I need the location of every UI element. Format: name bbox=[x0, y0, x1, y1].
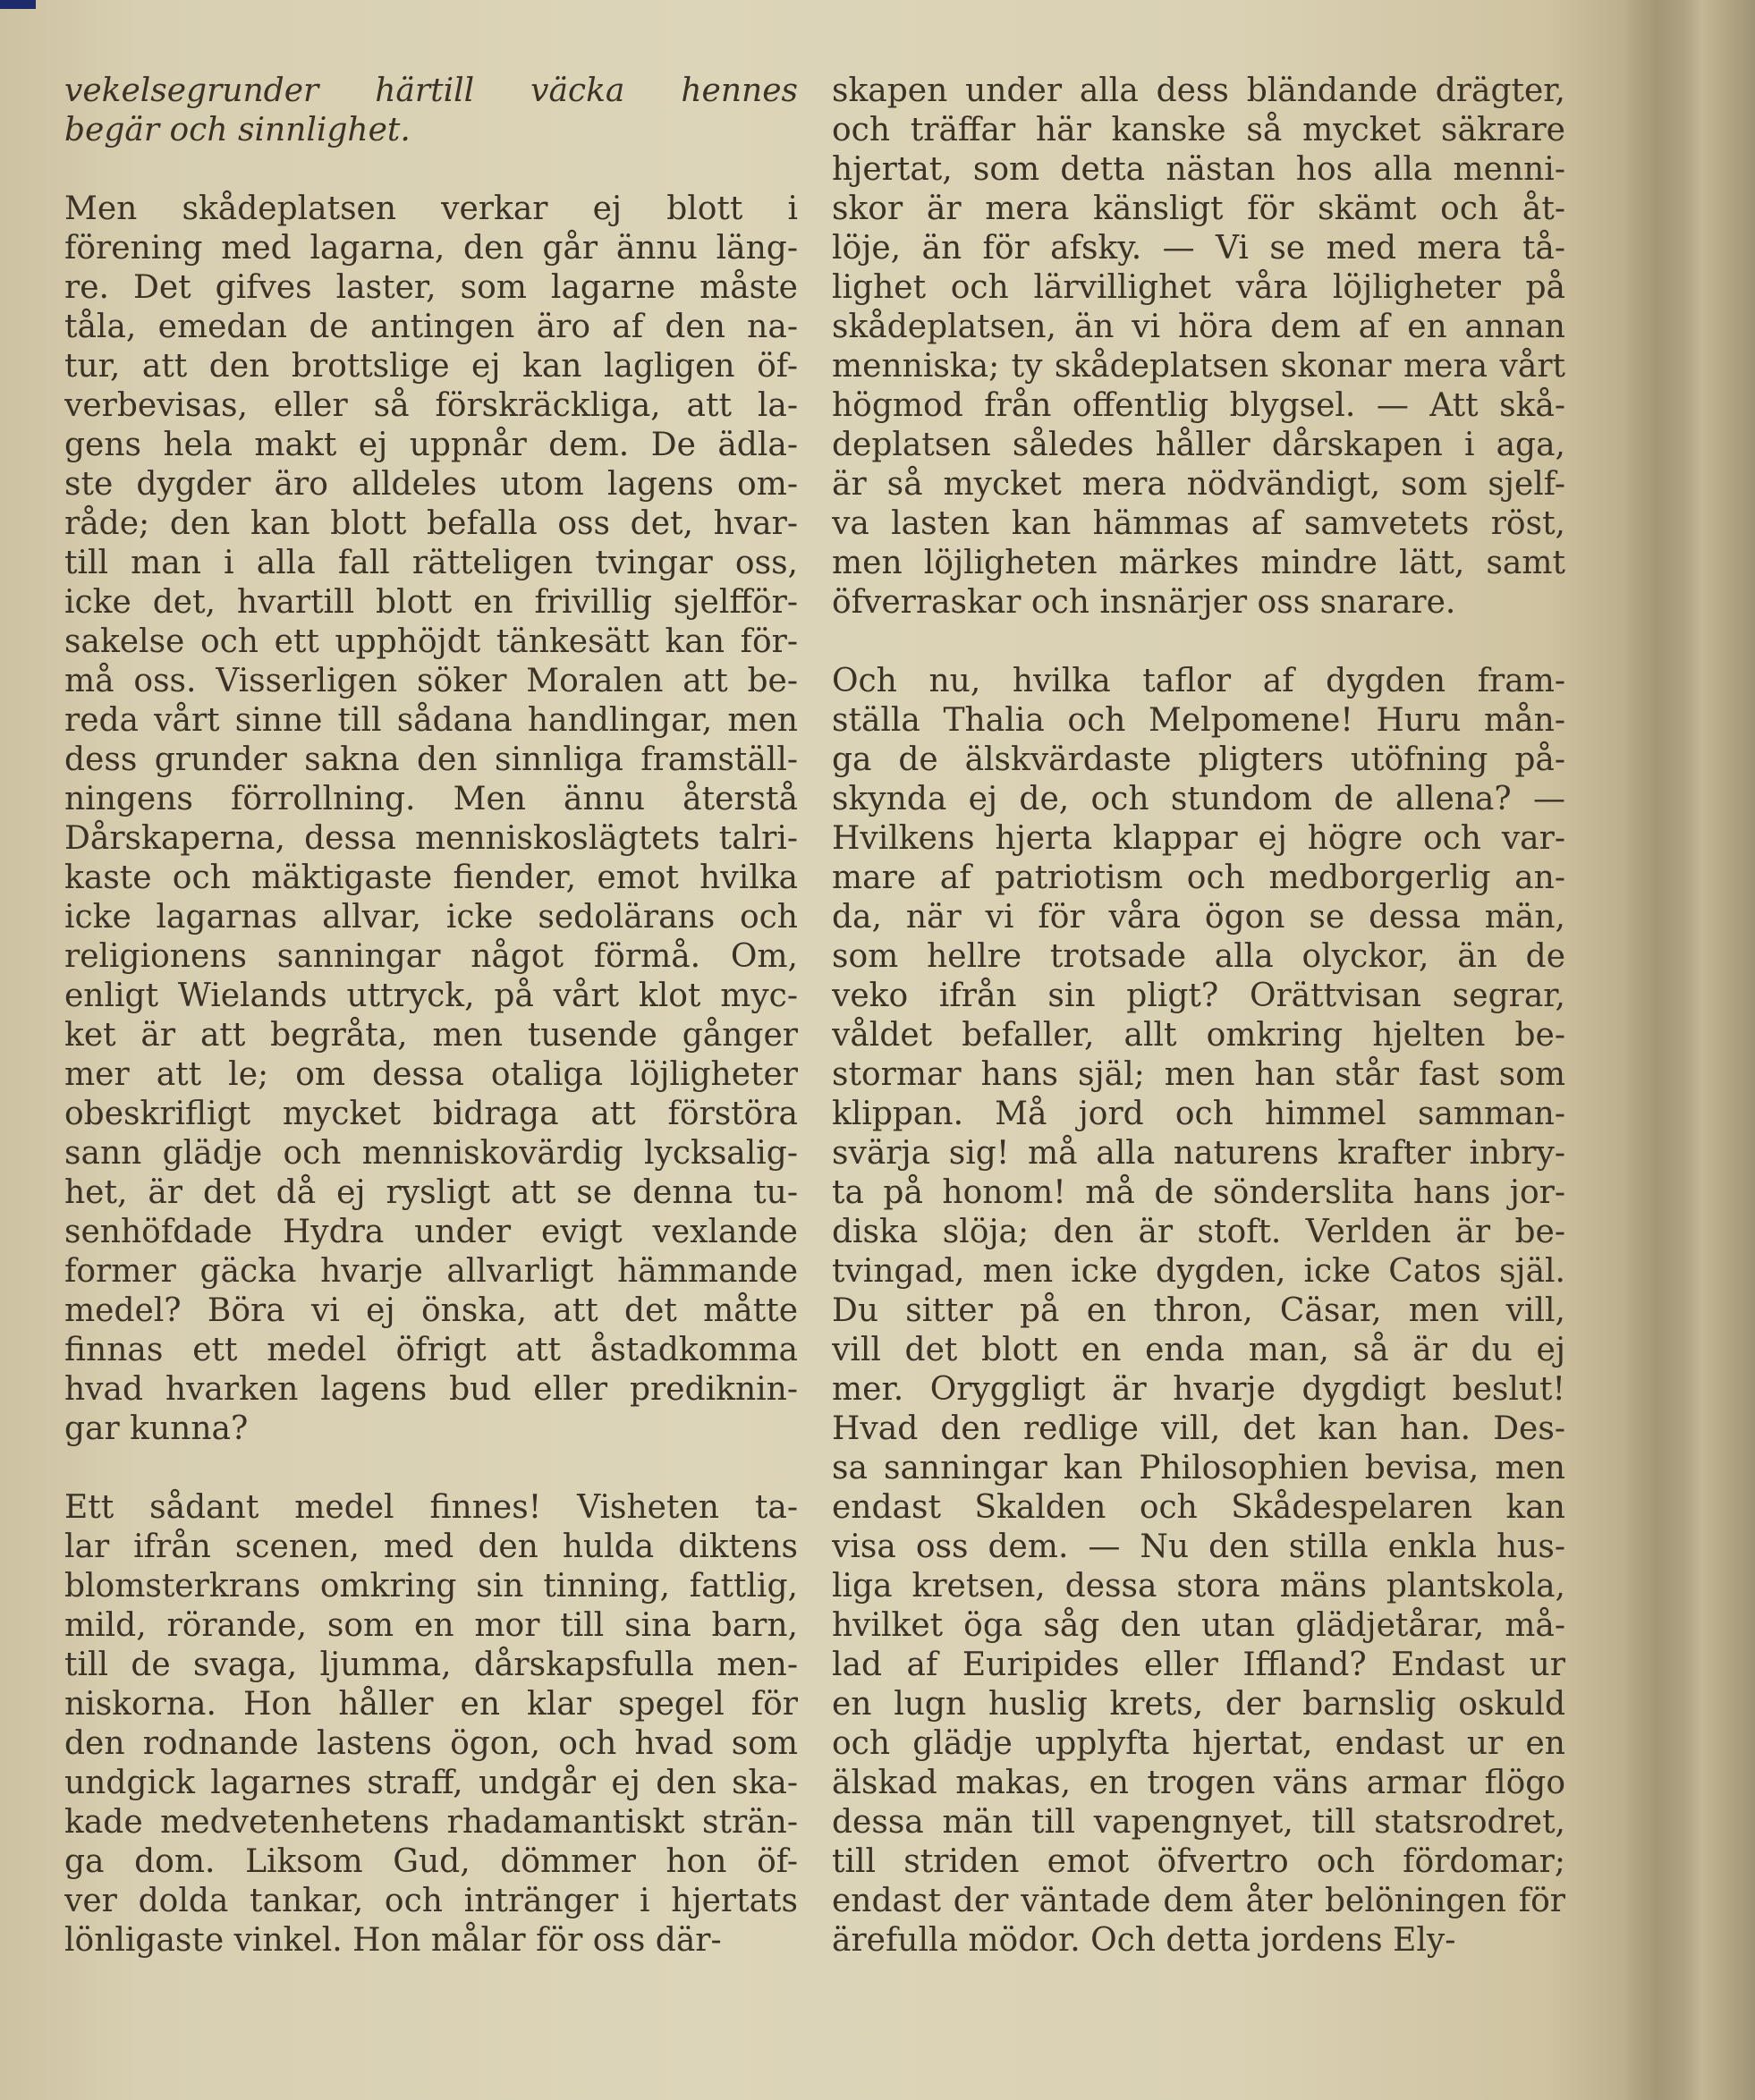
text-line: klippan. Må jord och himmel samman- bbox=[832, 1096, 1565, 1132]
text-line: våldet befaller, allt omkring hjelten be- bbox=[832, 1017, 1565, 1054]
text-line: lad af Euripides eller Iffland? Endast ur bbox=[832, 1647, 1565, 1683]
text-line: former gäcka hvarje allvarligt hämmande bbox=[64, 1253, 798, 1290]
text-line: lighet och lärvillighet våra löjligheter på bbox=[832, 269, 1565, 306]
text-line: ket är att begråta, men tusende gånger bbox=[64, 1017, 798, 1054]
text-line: finnas ett medel öfrigt att åstadkomma bbox=[64, 1332, 798, 1368]
text-line: ga de älskvärdaste pligters utöfning på- bbox=[832, 741, 1565, 778]
text-line: är så mycket mera nödvändigt, som sjelf- bbox=[832, 466, 1565, 503]
text-line: deplatsen således håller dårskapen i aga, bbox=[832, 427, 1565, 463]
text-line: en lugn huslig krets, der barnslig oskuld bbox=[832, 1686, 1565, 1723]
text-line: da, när vi för våra ögon se dessa män, bbox=[832, 899, 1565, 936]
text-line: senhöfdade Hydra under evigt vexlande bbox=[64, 1214, 798, 1250]
text-line: liga kretsen, dessa stora mäns plantskola, bbox=[832, 1568, 1565, 1605]
text-line: medel? Böra vi ej önska, att det måtte bbox=[64, 1292, 798, 1329]
text-line: och träffar här kanske så mycket säkrare bbox=[832, 112, 1565, 148]
text-line: kade medvetenhetens rhadamantiskt strän- bbox=[64, 1804, 798, 1841]
text-line: skådeplatsen, än vi höra dem af en annan bbox=[832, 309, 1565, 345]
right-column bbox=[832, 72, 1565, 1960]
text-line: ta på honom! må de sönderslita hans jor- bbox=[832, 1174, 1565, 1211]
text-line: lönligaste vinkel. Hon målar för oss där- bbox=[64, 1922, 722, 1959]
text-line: blomsterkrans omkring sin tinning, fattlig, bbox=[64, 1568, 798, 1605]
text-line: skor är mera känsligt för skämt och åt- bbox=[832, 191, 1565, 227]
text-line: ste dygder äro alldeles utom lagens om- bbox=[64, 466, 798, 503]
text-line: öfverraskar och insnärjer oss snarare. bbox=[832, 584, 1456, 621]
text-line: mer att le; om dessa otaliga löjligheter bbox=[64, 1056, 798, 1093]
text-line: icke lagarnas allvar, icke sedolärans och bbox=[64, 899, 798, 936]
text-line: Ett sådant medel finnes! Visheten ta- bbox=[64, 1489, 798, 1526]
text-line: Hvad den redlige vill, det kan han. Des- bbox=[832, 1410, 1565, 1447]
text-line: som hellre trotsade alla olyckor, än de bbox=[832, 938, 1565, 975]
text-line: undgick lagarnes straff, undgår ej den ska- bbox=[64, 1765, 798, 1801]
text-line: reda vårt sinne till sådana handlingar, men bbox=[64, 702, 798, 739]
text-line: tur, att den brottslige ej kan lagligen öf- bbox=[64, 348, 798, 385]
text-line: må oss. Visserligen söker Moralen att be- bbox=[64, 663, 798, 699]
page-edge-shadow bbox=[1624, 0, 1755, 2100]
text-line: dess grunder sakna den sinnliga framställ- bbox=[64, 741, 798, 778]
text-line: Och nu, hvilka taflor af dygden fram- bbox=[832, 663, 1565, 699]
text-line: icke det, hvartill blott en frivillig sjelfför- bbox=[64, 584, 798, 621]
text-line: skapen under alla dess bländande drägter, bbox=[832, 72, 1565, 109]
text-line: kaste och mäktigaste fiender, emot hvilka bbox=[64, 859, 798, 896]
text-line: lar ifrån scenen, med den hulda diktens bbox=[64, 1528, 798, 1565]
text-line: sann glädje och menniskovärdig lycksalig- bbox=[64, 1135, 798, 1172]
text-line: ver dolda tankar, och intränger i hjertats bbox=[64, 1883, 798, 1919]
text-line: älskad makas, en trogen väns armar flögo bbox=[832, 1765, 1565, 1801]
paragraph-gap bbox=[832, 622, 1565, 662]
text-line: högmod från offentlig blygsel. — Att skå- bbox=[832, 387, 1565, 424]
text-line: Hvilkens hjerta klappar ej högre och var- bbox=[832, 820, 1565, 857]
text-line: gar kunna? bbox=[64, 1410, 249, 1447]
text-line: till man i alla fall rätteligen tvingar oss, bbox=[64, 545, 798, 581]
text-line: menniska; ty skådeplatsen skonar mera vårt bbox=[832, 348, 1565, 385]
text-line: mare af patriotism och medborgerlig an- bbox=[832, 859, 1565, 896]
text-line: verbevisas, eller så förskräckliga, att la- bbox=[64, 387, 798, 424]
text-line: den rodnande lastens ögon, och hvad som bbox=[64, 1725, 798, 1762]
text-line: dessa män till vapengnyet, till statsrodret, bbox=[832, 1804, 1565, 1841]
text-line: vill det blott en enda man, så är du ej bbox=[832, 1332, 1565, 1368]
text-line: tvingad, men icke dygden, icke Catos själ. bbox=[832, 1253, 1565, 1290]
text-line: va lasten kan hämmas af samvetets röst, bbox=[832, 505, 1565, 542]
text-line: till de svaga, ljumma, dårskapsfulla men- bbox=[64, 1647, 798, 1683]
text-line: stormar hans själ; men han står fast som bbox=[832, 1056, 1565, 1093]
text-line: ärefulla mödor. Och detta jordens Ely- bbox=[832, 1922, 1456, 1959]
paragraph-gap bbox=[64, 150, 798, 190]
text-line: Du sitter på en thron, Cäsar, men vill, bbox=[832, 1292, 1565, 1329]
scan-color-strip bbox=[0, 0, 36, 9]
text-line: re. Det gifves laster, som lagarne måste bbox=[64, 269, 798, 306]
text-line: Dårskaperna, dessa menniskoslägtets talri- bbox=[64, 820, 798, 857]
text-line: svärja sig! må alla naturens krafter inbry- bbox=[832, 1135, 1565, 1172]
text-line: visa oss dem. — Nu den stilla enkla hus- bbox=[832, 1528, 1565, 1565]
text-line: sa sanningar kan Philosophien bevisa, men bbox=[832, 1450, 1565, 1486]
text-line: diska slöja; den är stoft. Verlden är be- bbox=[832, 1214, 1565, 1250]
text-line: begär och sinnlighet. bbox=[64, 112, 411, 148]
text-line: endast Skalden och Skådespelaren kan bbox=[832, 1489, 1565, 1526]
text-line: veko ifrån sin pligt? Orättvisan segrar, bbox=[832, 978, 1565, 1014]
text-line: hvilket öga såg den utan glädjetårar, må- bbox=[832, 1607, 1565, 1644]
text-line: hvad hvarken lagens bud eller prediknin- bbox=[64, 1371, 798, 1408]
text-line: mild, rörande, som en mor till sina barn, bbox=[64, 1607, 798, 1644]
text-line: och glädje upplyfta hjertat, endast ur en bbox=[832, 1725, 1565, 1762]
text-line: skynda ej de, och stundom de allena? — bbox=[832, 781, 1565, 817]
text-line: mer. Oryggligt är hvarje dygdigt beslut! bbox=[832, 1371, 1565, 1408]
text-line: vekelsegrunder härtill väcka hennes bbox=[64, 72, 798, 109]
text-line: endast der väntade dem åter belöningen för bbox=[832, 1883, 1565, 1919]
text-line: sakelse och ett upphöjdt tänkesätt kan för- bbox=[64, 623, 798, 660]
text-line: Men skådeplatsen verkar ej blott i bbox=[64, 191, 798, 227]
text-line: gens hela makt ej uppnår dem. De ädla- bbox=[64, 427, 798, 463]
text-line: religionens sanningar något förmå. Om, bbox=[64, 938, 798, 975]
text-line: men löjligheten märkes mindre lätt, samt bbox=[832, 545, 1565, 581]
text-line: löje, än för afsky. — Vi se med mera tå- bbox=[832, 230, 1565, 267]
text-line: förening med lagarna, den går ännu läng- bbox=[64, 230, 798, 267]
text-line: råde; den kan blott befalla oss det, hvar- bbox=[64, 505, 798, 542]
text-line: ga dom. Liksom Gud, dömmer hon öf- bbox=[64, 1843, 798, 1880]
text-line: ningens förrollning. Men ännu återstå bbox=[64, 781, 798, 817]
text-line: hjertat, som detta nästan hos alla menni- bbox=[832, 151, 1565, 188]
left-column bbox=[64, 72, 798, 1960]
text-line: tåla, emedan de antingen äro af den na- bbox=[64, 309, 798, 345]
paragraph-gap bbox=[64, 1449, 798, 1488]
text-line: het, är det då ej rysligt att se denna tu- bbox=[64, 1174, 798, 1211]
text-line: niskorna. Hon håller en klar spegel för bbox=[64, 1686, 798, 1723]
text-line: obeskrifligt mycket bidraga att förstöra bbox=[64, 1096, 798, 1132]
text-line: ställa Thalia och Melpomene! Huru mån- bbox=[832, 702, 1565, 739]
text-line: till striden emot öfvertro och fördomar; bbox=[832, 1843, 1565, 1880]
text-line: enligt Wielands uttryck, på vårt klot myc- bbox=[64, 978, 798, 1014]
